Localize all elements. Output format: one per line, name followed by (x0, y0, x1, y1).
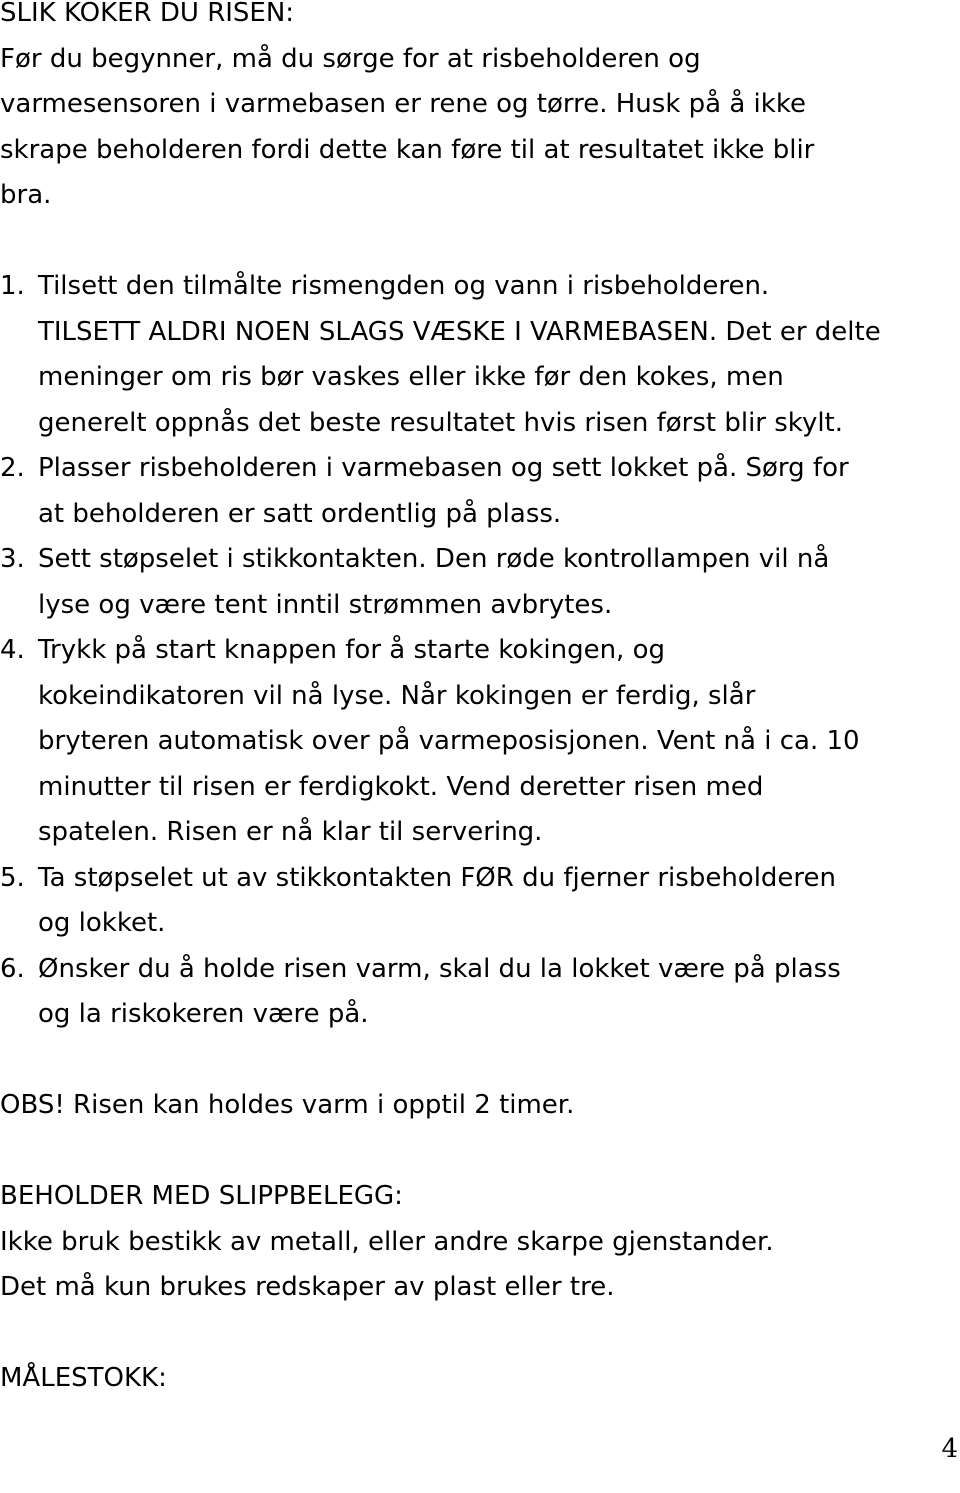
step-text: Ønsker du å holde risen varm, skal du la lokket være på plass og la riskokeren være på. (38, 953, 841, 1029)
intro-line-3: skrape beholderen fordi dette kan føre til at resultatet ikke blir (0, 134, 815, 165)
step-3 (0, 537, 958, 628)
spacer (0, 1311, 958, 1357)
step-6 (0, 947, 958, 1038)
step-number: 1. (0, 271, 25, 301)
section-heading-nonstick: BEHOLDER MED SLIPPBELEGG: (0, 1181, 403, 1211)
step-text: Trykk på start knappen for å starte kokingen, og kokeindikatoren vil nå lyse. Når kokingen er ferdig, slår bryteren automatisk over på varmeposisjonen. Vent nå i ca. 10 minutter til risen er ferdigkokt. Vend deretter risen med spatelen. Risen er nå klar til servering. (38, 635, 860, 847)
step-text: Ta støpselet ut av stikkontakten FØR du fjerner risbeholderen og lokket. (38, 862, 837, 938)
spacer (0, 1129, 958, 1175)
section-heading-cooking: SLIK KOKER DU RISEN: (0, 0, 295, 28)
page-number: 4 (941, 1434, 958, 1464)
step-4 (0, 628, 958, 856)
step-number: 6. (0, 953, 25, 984)
spacer (0, 219, 958, 265)
step-text: Plasser risbeholderen i varmebasen og sett lokket på. Sørg for at beholderen er satt ordentlig på plass. (38, 453, 849, 529)
note-obs: OBS! Risen kan holdes varm i opptil 2 timer. (0, 1090, 575, 1120)
intro-line-4: bra. (0, 180, 52, 210)
step-number: 2. (0, 453, 25, 483)
step-number: 3. (0, 544, 25, 574)
spacer (0, 1038, 958, 1084)
step-text: Sett støpselet i stikkontakten. Den røde kontrollampen vil nå lyse og være tent inntil strømmen avbrytes. (38, 544, 830, 620)
step-number: 4. (0, 635, 25, 665)
nonstick-line-1: Ikke bruk bestikk av metall, eller andre skarpe gjenstander. (0, 1226, 774, 1257)
section-heading-scale: MÅLESTOKK: (0, 1363, 167, 1393)
steps-list (0, 264, 958, 1038)
step-text: Tilsett den tilmålte rismengden og vann i risbeholderen. TILSETT ALDRI NOEN SLAGS VÆSKE I VARMEBASEN. Det er delte meninger om ris bør vaskes eller ikke før den kokes, men generelt oppnås det beste resultatet hvis risen først blir skylt. (38, 271, 881, 438)
step-5 (0, 856, 958, 947)
nonstick-line-2: Det må kun brukes redskaper av plast eller tre. (0, 1272, 615, 1302)
intro-line-2: varmesensoren i varmebasen er rene og tørre. Husk på å ikke (0, 89, 806, 119)
step-number: 5. (0, 862, 25, 893)
intro-line-1: Før du begynner, må du sørge for at risbeholderen og (0, 43, 701, 74)
step-2 (0, 446, 958, 537)
step-1 (0, 264, 958, 446)
